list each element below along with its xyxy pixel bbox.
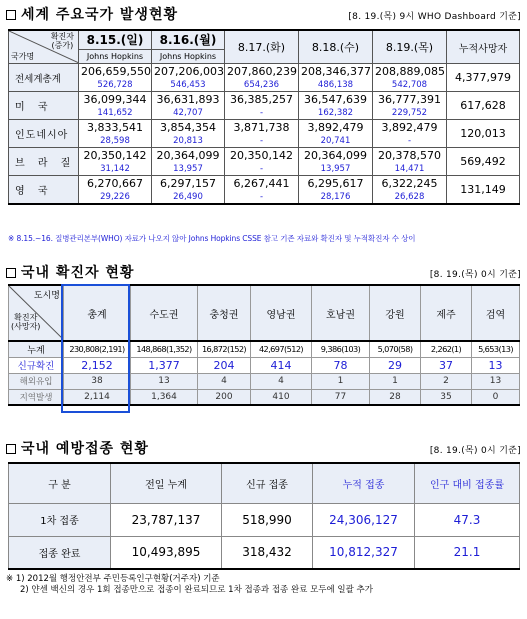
total-cell: 6,297,157 <box>152 176 225 191</box>
new-cases-cell: - <box>225 163 299 176</box>
imported-cell: 4 <box>251 373 312 389</box>
local-cell: 1,364 <box>131 389 198 405</box>
country-label: 브 라 질 <box>9 148 79 176</box>
region-header: 수도권 <box>131 285 198 341</box>
local-cell: 410 <box>251 389 312 405</box>
total-cell: 3,892,479 <box>373 120 447 135</box>
new-vaccination-cell: 518,990 <box>222 503 313 536</box>
cumulative-cell: 16,872(152) <box>198 341 251 357</box>
corner-bottom-sub-label: (사망자) <box>11 322 41 331</box>
vaccine-table <box>8 462 520 570</box>
world-table <box>8 29 520 205</box>
domestic-corner-cell <box>9 285 64 341</box>
source-label: Johns Hopkins <box>79 49 152 63</box>
new-vaccination-cell: 318,432 <box>222 536 313 569</box>
vaccine-header: 인구 대비 접종률 <box>415 463 520 503</box>
date-header: 8.17.(화) <box>225 30 299 64</box>
new-cases-cell: 162,382 <box>299 107 373 120</box>
corner-bottom-label: 확진자 <box>14 313 38 322</box>
local-cell: 2,114 <box>64 389 131 405</box>
new-cases-cell: - <box>225 135 299 148</box>
imported-cell: 2 <box>421 373 472 389</box>
local-cell: 0 <box>472 389 520 405</box>
new-cases-cell: 26,490 <box>152 191 225 204</box>
new-cases-cell: 29 <box>370 357 421 373</box>
source-label: Johns Hopkins <box>152 49 225 63</box>
new-cases-cell: - <box>225 191 299 204</box>
prev-total-cell: 23,787,137 <box>111 503 222 536</box>
total-cell: 6,267,441 <box>225 176 299 191</box>
new-cases-cell: 13 <box>472 357 520 373</box>
section-square-icon <box>6 268 16 278</box>
vaccine-header: 구 분 <box>9 463 111 503</box>
vaccine-notes <box>6 574 373 596</box>
deaths-cell: 120,013 <box>447 120 520 148</box>
total-cell: 20,364,099 <box>299 148 373 163</box>
total-cell: 208,889,085 <box>373 64 447 79</box>
new-cases-cell: 37 <box>421 357 472 373</box>
corner-sub-label: (증가) <box>51 41 74 50</box>
new-cases-cell: 414 <box>251 357 312 373</box>
new-cases-cell: 28,598 <box>79 135 152 148</box>
date-header: 8.15.(일) <box>79 30 152 49</box>
cumulative-cell: 5,653(13) <box>472 341 520 357</box>
total-cell: 208,346,377 <box>299 64 373 79</box>
new-cases-cell: 29,226 <box>79 191 152 204</box>
imported-cell: 1 <box>370 373 421 389</box>
imported-cell: 13 <box>131 373 198 389</box>
region-header: 제주 <box>421 285 472 341</box>
cumulative-cell: 230,808(2,191) <box>64 341 131 357</box>
new-cases-cell: 654,236 <box>225 79 299 92</box>
new-cases-cell: 78 <box>312 357 370 373</box>
cumulative-cell: 5,070(58) <box>370 341 421 357</box>
new-cases-cell: 42,707 <box>152 107 225 120</box>
new-cases-cell: 1,377 <box>131 357 198 373</box>
country-label: 미 국 <box>9 92 79 120</box>
world-corner-cell <box>9 30 79 64</box>
cumulative-cell: 2,262(1) <box>421 341 472 357</box>
new-cases-cell: 20,741 <box>299 135 373 148</box>
section-world-title: 세계 주요국가 발생현황 <box>21 7 178 23</box>
total-cell: 20,378,570 <box>373 148 447 163</box>
local-cell: 200 <box>198 389 251 405</box>
section-vaccine-note: [8. 19.(목) 0시 기준] <box>429 446 521 456</box>
vaccine-header: 누적 접종 <box>313 463 415 503</box>
total-cell: 3,871,738 <box>225 120 299 135</box>
new-cases-cell: - <box>225 107 299 120</box>
region-header: 충청권 <box>198 285 251 341</box>
total-cell: 206,659,550 <box>79 64 152 79</box>
section-vaccine-title: 국내 예방접종 현황 <box>21 441 149 457</box>
new-cases-cell: 204 <box>198 357 251 373</box>
new-cases-cell: 26,628 <box>373 191 447 204</box>
section-world-note: [8. 19.(목) 9시 WHO Dashboard 기준] <box>348 12 521 22</box>
new-cases-cell: - <box>373 135 447 148</box>
deaths-cell: 131,149 <box>447 176 520 204</box>
local-cell: 77 <box>312 389 370 405</box>
section-world-header <box>6 4 521 24</box>
section-domestic-note: [8. 19.(목) 0시 기준] <box>429 270 521 280</box>
country-label: 전세계총계 <box>9 64 79 92</box>
domestic-table <box>8 284 520 406</box>
imported-cell: 13 <box>472 373 520 389</box>
local-cell: 35 <box>421 389 472 405</box>
prev-total-cell: 10,493,895 <box>111 536 222 569</box>
date-header: 8.18.(수) <box>299 30 373 64</box>
deaths-header: 누적사망자 <box>447 30 520 64</box>
cumulative-cell: 148,868(1,352) <box>131 341 198 357</box>
total-cell: 207,860,239 <box>225 64 299 79</box>
total-cell: 20,350,142 <box>79 148 152 163</box>
cumulative-cell: 9,386(103) <box>312 341 370 357</box>
date-header: 8.16.(월) <box>152 30 225 49</box>
region-header: 호남권 <box>312 285 370 341</box>
deaths-cell: 617,628 <box>447 92 520 120</box>
dose-label: 1차 접종 <box>9 503 111 536</box>
cumulative-vaccination-cell: 24,306,127 <box>313 503 415 536</box>
total-cell: 36,385,257 <box>225 92 299 107</box>
new-cases-cell: 20,813 <box>152 135 225 148</box>
total-cell: 36,547,639 <box>299 92 373 107</box>
section-square-icon <box>6 444 16 454</box>
section-square-icon <box>6 10 16 20</box>
total-cell: 36,777,391 <box>373 92 447 107</box>
new-cases-cell: 546,453 <box>152 79 225 92</box>
vaccination-rate-cell: 47.3 <box>415 503 520 536</box>
total-cell: 3,833,541 <box>79 120 152 135</box>
region-header: 총계 <box>64 285 131 341</box>
imported-cell: 38 <box>64 373 131 389</box>
total-cell: 36,631,893 <box>152 92 225 107</box>
total-cell: 20,350,142 <box>225 148 299 163</box>
vaccine-header: 신규 접종 <box>222 463 313 503</box>
vaccine-note: 2) 얀센 백신의 경우 1회 접종만으로 접종이 완료되므로 1차 접종과 접종 완료 모두에 일괄 추가 <box>20 585 373 595</box>
vaccine-note: ※ 1) 2012월 행정안전부 주민등록인구현황(거주자) 기준 <box>6 574 220 584</box>
deaths-cell: 569,492 <box>447 148 520 176</box>
new-cases-cell: 542,708 <box>373 79 447 92</box>
cumulative-vaccination-cell: 10,812,327 <box>313 536 415 569</box>
total-cell: 6,322,245 <box>373 176 447 191</box>
section-vaccine-header <box>6 438 521 458</box>
world-footnote: ※ 8.15.~16. 질병관리본부(WHO) 자료가 나오지 않아 Johns Hopkins CSSE 참고 기존 자료와 확진자 및 누적확진자 수 상이 <box>8 234 416 243</box>
new-cases-cell: 13,957 <box>299 163 373 176</box>
new-cases-cell: 13,957 <box>152 163 225 176</box>
country-label: 영 국 <box>9 176 79 204</box>
imported-cell: 1 <box>312 373 370 389</box>
section-domestic-header <box>6 262 521 282</box>
total-cell: 207,206,003 <box>152 64 225 79</box>
total-cell: 6,295,617 <box>299 176 373 191</box>
country-label: 인도네시아 <box>9 120 79 148</box>
total-cell: 3,892,479 <box>299 120 373 135</box>
new-cases-cell: 229,752 <box>373 107 447 120</box>
total-cell: 36,099,344 <box>79 92 152 107</box>
region-header: 영남권 <box>251 285 312 341</box>
row-label: 신규확진 <box>9 357 64 373</box>
total-cell: 20,364,099 <box>152 148 225 163</box>
new-cases-cell: 141,652 <box>79 107 152 120</box>
total-cell: 6,270,667 <box>79 176 152 191</box>
vaccination-rate-cell: 21.1 <box>415 536 520 569</box>
total-cell: 3,854,354 <box>152 120 225 135</box>
corner-top-label: 확진자 <box>50 32 74 41</box>
dose-label: 접종 완료 <box>9 536 111 569</box>
vaccine-header: 전일 누계 <box>111 463 222 503</box>
imported-cell: 4 <box>198 373 251 389</box>
corner-top-label: 도시명 <box>33 291 60 301</box>
cumulative-cell: 42,697(512) <box>251 341 312 357</box>
new-cases-cell: 31,142 <box>79 163 152 176</box>
new-cases-cell: 486,138 <box>299 79 373 92</box>
new-cases-cell: 2,152 <box>64 357 131 373</box>
deaths-cell: 4,377,979 <box>447 64 520 92</box>
section-domestic-title: 국내 확진자 현황 <box>21 265 135 281</box>
region-header: 검역 <box>472 285 520 341</box>
new-cases-cell: 28,176 <box>299 191 373 204</box>
new-cases-cell: 526,728 <box>79 79 152 92</box>
row-label: 해외유입 <box>9 373 64 389</box>
row-label: 누계 <box>9 341 64 357</box>
date-header: 8.19.(목) <box>373 30 447 64</box>
row-label: 지역발생 <box>9 389 64 405</box>
corner-bottom-label: 국가명 <box>11 52 35 61</box>
new-cases-cell: 14,471 <box>373 163 447 176</box>
local-cell: 28 <box>370 389 421 405</box>
region-header: 강원 <box>370 285 421 341</box>
